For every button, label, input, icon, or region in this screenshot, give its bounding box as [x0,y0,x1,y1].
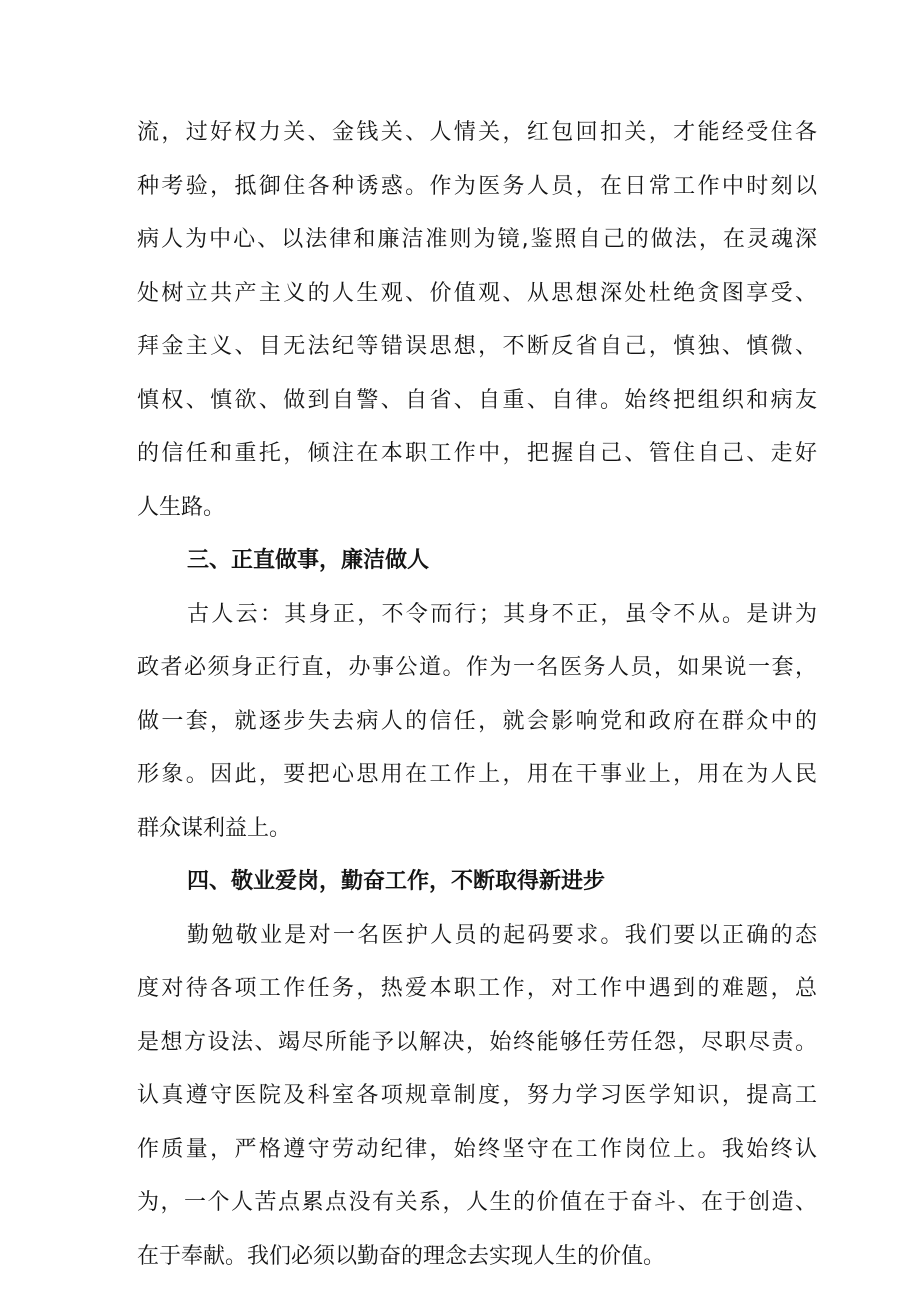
paragraph-line: 勤勉敬业是对一名医护人员的起码要求。我们要以正确的态 [187,922,817,948]
paragraph-line: 作质量，严格遵守劳动纪律，始终坚守在工作岗位上。我始终认 [137,1136,817,1162]
paragraph-line: 为，一个人苦点累点没有关系，人生的价值在于奋斗、在于创造、 [137,1190,817,1215]
paragraph-line: 群众谋利益上。 [137,815,292,841]
paragraph-1 [137,106,817,534]
paragraph-line: 认真遵守医院及科室各项规章制度，努力学习医学知识，提高工 [137,1083,817,1108]
paragraph-line: 慎权、慎欲、做到自警、自省、自重、自律。始终把组织和病友 [137,387,817,413]
paragraph-line: 人生路。 [137,494,226,520]
paragraph-line: 政者必须身正行直，办事公道。作为一名医务人员，如果说一套， [137,655,817,680]
paragraph-line: 流，过好权力关、金钱关、人情关，红包回扣关，才能经受住各 [137,120,817,145]
paragraph-line: 病人为中心、以法律和廉洁准则为镜,鉴照自己的做法，在灵魂深 [137,227,817,252]
paragraph-line: 种考验，抵御住各种诱惑。作为医务人员，在日常工作中时刻以 [137,173,817,199]
section-heading-4: 四、敬业爱岗，勤奋工作，不断取得新进步 [187,869,606,894]
section-heading-3: 三、正直做事，廉洁做人 [187,548,430,573]
document-page [137,106,817,1283]
paragraph-2 [137,588,817,856]
paragraph-line: 处树立共产主义的人生观、价值观、从思想深处杜绝贪图享受、 [137,280,817,306]
paragraph-line: 度对待各项工作任务，热爱本职工作，对工作中遇到的难题，总 [137,976,817,1001]
paragraph-line: 的信任和重托，倾注在本职工作中，把握自己、管住自己、走好 [137,441,817,466]
paragraph-line: 形象。因此，要把心思用在工作上，用在干事业上，用在为人民 [137,762,817,787]
paragraph-line: 是想方设法、竭尽所能予以解决，始终能够任劳任怨，尽职尽责。 [137,1029,817,1055]
paragraph-line: 古人云：其身正，不令而行；其身不正，虽令不从。是讲为 [187,601,817,627]
paragraph-line: 拜金主义、目无法纪等错误思想，不断反省自己，慎独、慎微、 [137,334,817,359]
paragraph-line: 在于奉献。我们必须以勤奋的理念去实现人生的价值。 [137,1243,666,1269]
paragraph-3 [137,909,817,1284]
paragraph-line: 做一套，就逐步失去病人的信任，就会影响党和政府在群众中的 [137,708,817,734]
